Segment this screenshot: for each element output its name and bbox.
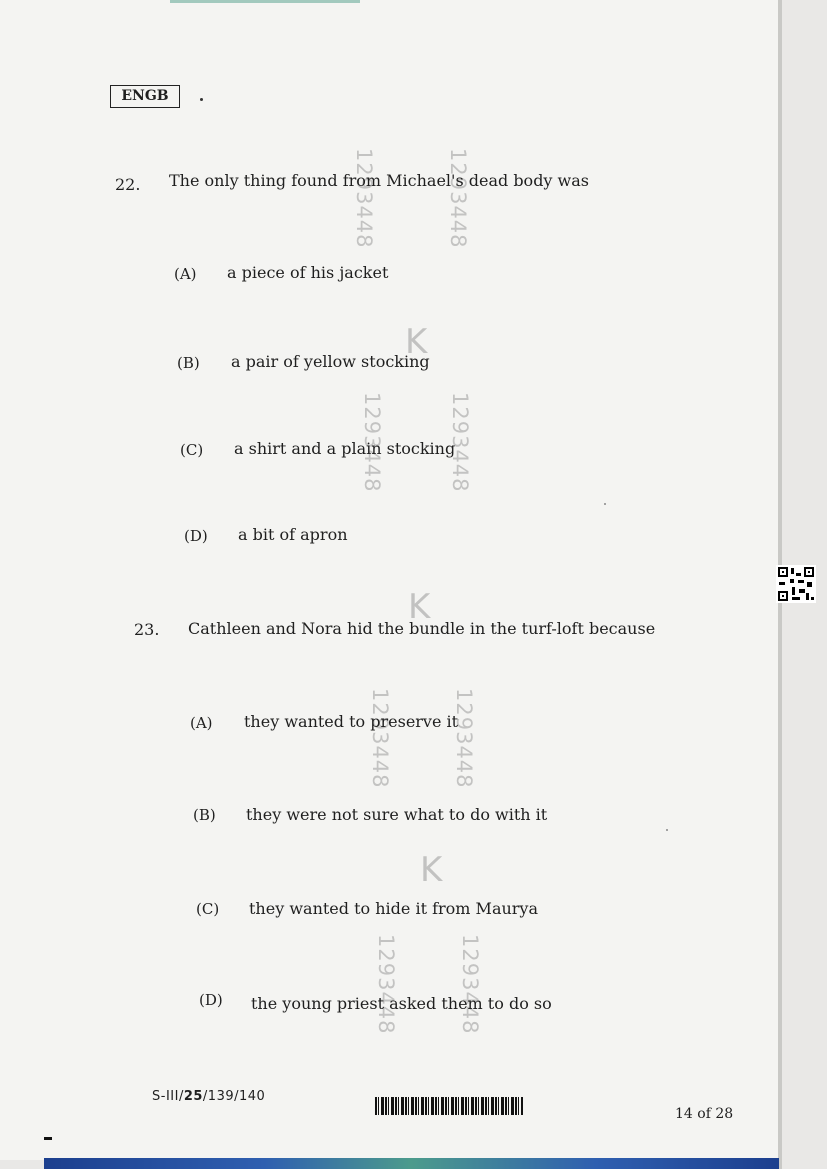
question-number: 22. [115, 175, 141, 194]
option-text: a bit of apron [238, 525, 348, 544]
question-text: Cathleen and Nora hid the bundle in the turf-loft because [188, 619, 656, 638]
watermark-letter: K [405, 322, 428, 362]
question-number: 23. [134, 620, 160, 639]
scan-mark [44, 1137, 52, 1140]
scan-speck [666, 829, 668, 831]
scan-edge-strip [170, 0, 360, 3]
paper-code [152, 1089, 265, 1104]
option-letter: (C) [180, 441, 204, 459]
watermark-number: 1293448 [446, 148, 470, 249]
option-text: they wanted to hide it from Maurya [249, 899, 539, 918]
barcode [375, 1097, 523, 1115]
option-letter: (B) [177, 354, 200, 372]
scan-speck [200, 98, 203, 101]
scan-edge-strip [44, 1158, 779, 1169]
watermark-letter: K [420, 850, 443, 890]
watermark-number: 1293448 [458, 934, 482, 1035]
watermark-number: 1293448 [374, 934, 398, 1035]
paper-code-suffix: /139/140 [202, 1089, 266, 1104]
option-letter: (B) [193, 806, 216, 824]
scan-speck [604, 503, 606, 505]
qr-code-icon [776, 565, 816, 603]
option-text: a piece of his jacket [227, 263, 389, 282]
option-text: they were not sure what to do with it [246, 805, 548, 824]
option-text: a pair of yellow stocking [231, 352, 430, 371]
watermark-number: 1293448 [448, 392, 472, 493]
watermark-number: 1293448 [360, 392, 384, 493]
option-letter: (A) [190, 714, 213, 732]
watermark-letter: K [408, 587, 431, 627]
option-text: the young priest asked them to do so [251, 994, 552, 1013]
option-letter: (A) [174, 265, 197, 283]
page-number: 14 of 28 [675, 1106, 734, 1122]
paper-code-prefix: S-III/ [152, 1089, 184, 1104]
option-letter: (D) [199, 991, 223, 1009]
watermark-number: 1293448 [352, 148, 376, 249]
paper-code-bold: 25 [183, 1089, 203, 1104]
watermark-number: 1293448 [452, 688, 476, 789]
question-text: The only thing found from Michael's dead body was [169, 171, 589, 190]
subject-code-box: ENGB [110, 85, 180, 108]
watermark-number: 1293448 [368, 688, 392, 789]
option-text: a shirt and a plain stocking [234, 439, 456, 458]
option-text: they wanted to preserve it [244, 712, 459, 731]
option-letter: (D) [184, 527, 208, 545]
option-letter: (C) [196, 900, 220, 918]
